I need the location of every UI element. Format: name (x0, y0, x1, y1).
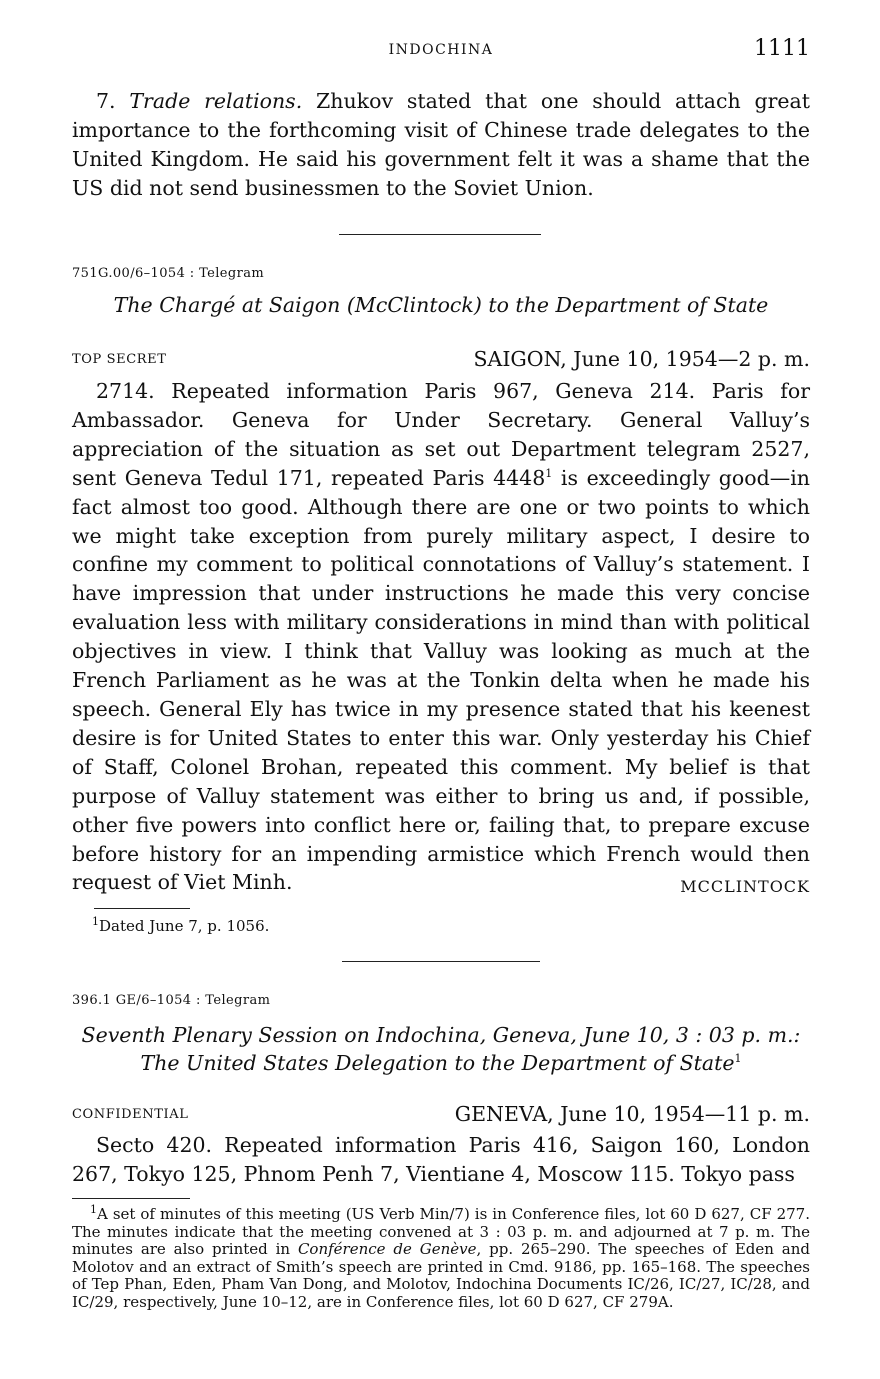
classification-line (72, 343, 810, 371)
footnote-reference: 1 (734, 1052, 742, 1066)
running-head: INDOCHINA (388, 42, 494, 58)
footnote-mark: 1 (90, 1203, 97, 1216)
document-id: 396.1 GE/6–1054 : Telegram (72, 993, 271, 1008)
classification-mark: TOP SECRET (72, 352, 167, 367)
footnote-text: Dated June 7, p. 1056. (99, 917, 270, 935)
signature: MCCLINTOCK (680, 877, 810, 896)
footnote-mark: 1 (92, 915, 99, 928)
footnote-text: A set of minutes of this meeting (US Verb Min/7) is in Conference files, lot 60 D 627, CF 277. The minutes indicate that the meeting convened at 3 : 03 p. m. and adjourned at 7 p. m. The minutes are also printed in (72, 1205, 810, 1259)
document-id: 751G.00/6–1054 : Telegram (72, 266, 265, 281)
telegram-body-text-continued: is exceedingly good—in fact almost too good. Although there are one or two points to which we might take exception from purely military aspect, I desire to confine my comment to political connotations of Valluy’s statement. I have impression that under instructions he made this very concise evaluation less with military considerations in mind than with political objectives in view. I think that Valluy was looking as much at the French Parliament as he was at the Tonkin delta when he made his speech. General Ely has twice in my presence stated that his keenest desire is for United States to enter this war. Only yesterday his Chief of Staff, Colonel Brohan, repeated this comment. My belief is that purpose of Valluy statement was either to bring us and, if possible, other five powers into conflict here or, failing that, to prepare excuse before history for an impending armistice which French would then request of Viet Minh. (72, 465, 810, 895)
document-title-line-2: The United States Delegation to the Department of State (140, 1051, 735, 1075)
telegram-body-text: Secto 420. Repeated information Paris 416, Saigon 160, London 267, Tokyo 125, Phnom Penh 7, Vientiane 4, Moscow 115. Tokyo pass (72, 1133, 810, 1186)
item-text: Zhukov stated that one should attach great importance to the forthcoming visit of Chinese trade delegates to the United Kingdom. He said his government felt it was a shame that the US did not send businessmen to the Soviet Union. (72, 89, 810, 200)
classification-mark: CONFIDENTIAL (72, 1107, 189, 1122)
footnote (92, 915, 830, 936)
footnote-rule (72, 1198, 190, 1199)
section-divider (342, 961, 540, 962)
telegram-body-text: 2714. Repeated information Paris 967, Geneva 214. Paris for Ambassador. Geneva for Under Secretary. General Valluy’s appreciation of the situation as set out Department telegram 2527, sent Geneva Tedul 171, repeated Paris 4448 (72, 379, 810, 490)
page-number: 1111 (754, 36, 810, 61)
page-header (72, 38, 810, 68)
classification-line (72, 1098, 810, 1126)
document-title (72, 1021, 810, 1077)
dateline: SAIGON, June 10, 1954—2 p. m. (473, 347, 810, 371)
document-title: The Chargé at Saigon (McClintock) to the Department of State (113, 293, 769, 317)
footnote-reference: 1 (545, 466, 553, 480)
document-title-line-1: Seventh Plenary Session on Indochina, Geneva, June 10, 3 : 03 p. m.: (81, 1023, 801, 1047)
section-divider (339, 234, 541, 235)
footnote-italic-title: Conférence de Genève (297, 1240, 477, 1259)
footnote-text-continued: , pp. 265–290. The speeches of Eden and Molotov and an extract of Smith’s speech are printed in Cmd. 9186, pp. 165–168. The speeches of Tep Phan, Eden, Pham Van Dong, and Molotov, Indochina Documents IC/26, IC/27, IC/28, and IC/29, respectively, June 10–12, are in Conference files, lot 60 D 627, CF 279A. (72, 1240, 810, 1311)
footnote-rule (94, 908, 190, 909)
dateline: GENEVA, June 10, 1954—11 p. m. (454, 1102, 810, 1126)
telegram-body (72, 1131, 810, 1189)
telegram-body (72, 377, 810, 897)
trade-relations-paragraph (72, 87, 810, 203)
item-heading: Trade relations. (129, 89, 303, 113)
item-number: 7. (96, 89, 116, 113)
footnote (72, 1203, 810, 1312)
